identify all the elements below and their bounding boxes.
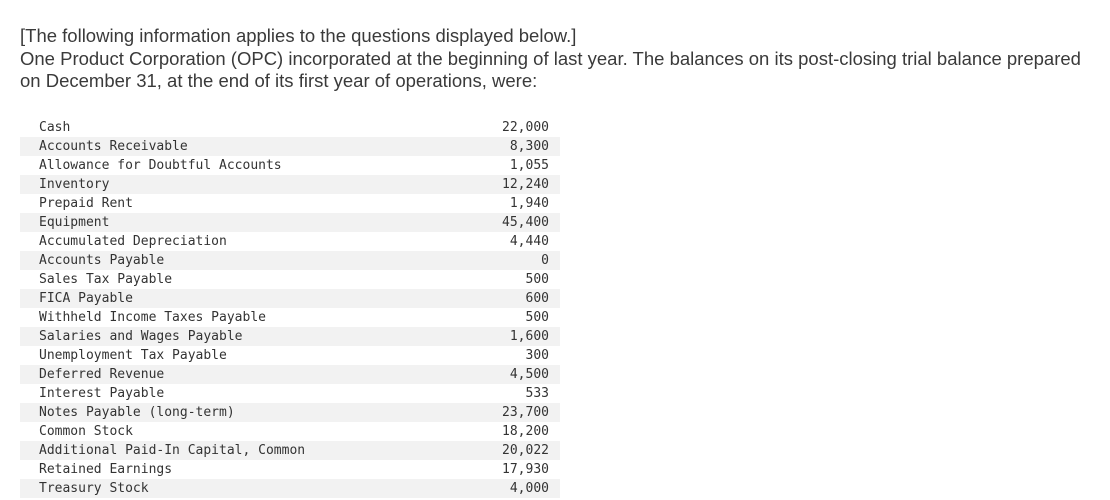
account-amount: 533	[525, 386, 549, 401]
account-name: Retained Earnings	[39, 462, 173, 477]
account-name: Cash	[39, 120, 71, 135]
table-row	[20, 137, 560, 156]
account-amount: 600	[469, 289, 560, 308]
account-name: Inventory	[20, 175, 469, 194]
account-name: Treasury Stock	[20, 479, 469, 498]
account-name: Accounts Receivable	[20, 137, 469, 156]
account-amount: 22,000	[502, 120, 549, 135]
trial-balance-table	[20, 118, 560, 498]
table-row	[20, 346, 560, 365]
table-row	[20, 365, 560, 384]
table-row	[20, 460, 560, 479]
account-amount: 23,700	[469, 403, 560, 422]
table-row	[20, 232, 560, 251]
table-row	[20, 441, 560, 460]
intro-text	[20, 25, 1100, 93]
account-name: Accounts Payable	[20, 251, 469, 270]
account-amount: 8,300	[469, 137, 560, 156]
instruction-note: [The following information applies to the questions displayed below.]	[20, 25, 577, 46]
account-amount: 12,240	[469, 175, 560, 194]
table-row	[20, 213, 560, 232]
account-name: Sales Tax Payable	[39, 272, 173, 287]
table-row	[20, 118, 560, 137]
account-name: Notes Payable (long-term)	[20, 403, 469, 422]
account-name: FICA Payable	[20, 289, 469, 308]
account-name: Common Stock	[39, 424, 133, 439]
table-row	[20, 175, 560, 194]
table-row	[20, 289, 560, 308]
account-amount: 45,400	[469, 213, 560, 232]
table-row	[20, 270, 560, 289]
account-amount: 1,055	[509, 158, 549, 173]
table-row	[20, 479, 560, 498]
account-name: Unemployment Tax Payable	[39, 348, 227, 363]
account-amount: 4,500	[469, 365, 560, 384]
account-amount: 1,940	[509, 196, 549, 211]
account-amount: 4,440	[509, 234, 549, 249]
account-name: Withheld Income Taxes Payable	[39, 310, 266, 325]
table-row	[20, 422, 560, 441]
account-amount: 300	[525, 348, 549, 363]
account-amount: 20,022	[469, 441, 560, 460]
problem-statement: One Product Corporation (OPC) incorporated at the beginning of last year. The balances on its post-closing trial balance prepared on December 31, at the end of its first year of operations, were:	[20, 47, 1081, 91]
account-amount: 0	[469, 251, 560, 270]
account-amount: 17,930	[502, 462, 549, 477]
account-amount: 18,200	[502, 424, 549, 439]
table-row	[20, 403, 560, 422]
account-name: Equipment	[20, 213, 469, 232]
table-row	[20, 384, 560, 403]
account-name: Interest Payable	[39, 386, 165, 401]
account-name: Accumulated Depreciation	[39, 234, 227, 249]
account-amount: 1,600	[469, 327, 560, 346]
account-name: Additional Paid-In Capital, Common	[20, 441, 469, 460]
account-amount: 500	[525, 272, 549, 287]
account-name: Allowance for Doubtful Accounts	[39, 158, 282, 173]
table-row	[20, 156, 560, 175]
table-row	[20, 308, 560, 327]
table-row	[20, 327, 560, 346]
account-name: Prepaid Rent	[39, 196, 133, 211]
account-amount: 4,000	[469, 479, 560, 498]
account-amount: 500	[525, 310, 549, 325]
account-name: Salaries and Wages Payable	[20, 327, 469, 346]
account-name: Deferred Revenue	[20, 365, 469, 384]
table-row	[20, 251, 560, 270]
table-row	[20, 194, 560, 213]
